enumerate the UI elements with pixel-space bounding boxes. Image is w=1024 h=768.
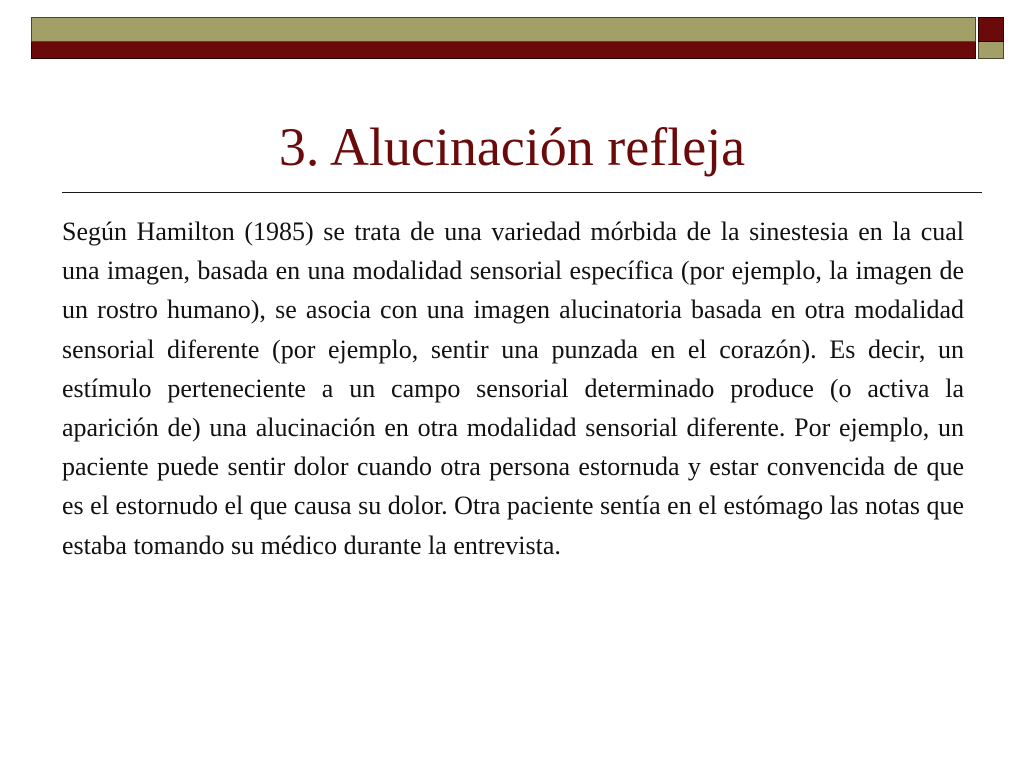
header-maroon-bar	[31, 42, 976, 59]
slide-body-paragraph: Según Hamilton (1985) se trata de una variedad mórbida de la sinestesia en la cual una imagen, basada en una modalidad sensorial específica (por ejemplo, la imagen de un rostro humano), se asocia con una imagen alucinatoria basada en otra modalidad sensorial diferente (por ejemplo, sentir una punzada en el corazón). Es decir, un estímulo perteneciente a un campo sensorial determinado produce (o activa la aparición de) una alucinación en otra modalidad sensorial diferente. Por ejemplo, un paciente puede sentir dolor cuando otra persona estornuda y estar convencida de que es el estornudo el que causa su dolor. Otra paciente sentía en el estómago las notas que estaba tomando su médico durante la entrevista.	[62, 217, 964, 560]
header-olive-square	[978, 42, 1004, 59]
header-olive-bar	[31, 17, 976, 42]
slide-title: 3. Alucinación refleja	[278, 117, 746, 177]
header-maroon-square	[978, 17, 1004, 42]
title-divider	[62, 192, 982, 193]
